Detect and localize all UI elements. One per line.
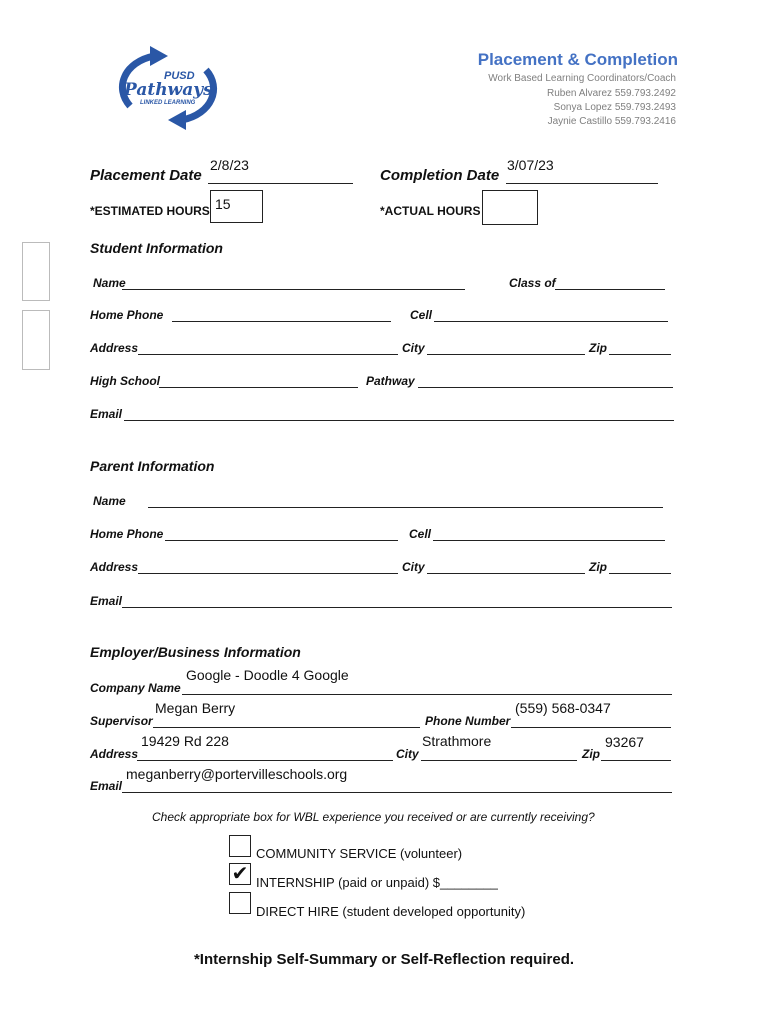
completion-date-line — [506, 183, 658, 184]
logo-linked-learning: LINKED LEARNING — [140, 100, 196, 106]
internship-checkbox[interactable]: ✔ — [229, 863, 251, 885]
student-cell-field[interactable] — [434, 321, 668, 322]
student-cell-label: Cell — [410, 308, 433, 322]
parent-info-heading: Parent Information — [90, 458, 215, 474]
employer-city-label: City — [396, 747, 419, 761]
parent-cell-label: Cell — [409, 527, 432, 541]
parent-email-field[interactable] — [122, 607, 672, 608]
employer-city-value: Strathmore — [422, 733, 492, 749]
parent-address-label: Address — [90, 560, 139, 574]
student-home-phone-field[interactable] — [172, 321, 391, 322]
completion-date-label: Completion Date — [380, 167, 500, 184]
placement-date-value[interactable]: 2/8/23 — [210, 157, 249, 173]
direct-hire-checkbox[interactable] — [229, 892, 251, 914]
estimated-hours-box[interactable] — [210, 190, 263, 223]
student-high-school-label: High School — [90, 374, 160, 388]
student-zip-label: Zip — [589, 341, 607, 355]
parent-zip-field[interactable] — [609, 573, 671, 574]
estimated-hours-label: *ESTIMATED HOURS — [90, 204, 210, 218]
student-email-label: Email — [90, 407, 123, 421]
logo-pathways: Pathways — [124, 80, 213, 100]
placement-date-label: Placement Date — [90, 167, 202, 184]
community-service-label: COMMUNITY SERVICE (volunteer) — [256, 846, 463, 861]
parent-home-phone-field[interactable] — [165, 540, 398, 541]
employer-address-label: Address — [90, 747, 139, 761]
student-info-heading: Student Information — [90, 240, 223, 256]
parent-city-label: City — [402, 560, 425, 574]
community-service-checkbox[interactable] — [229, 835, 251, 857]
footer-note: *Internship Self-Summary or Self-Reflection required. — [193, 951, 575, 968]
student-email-field[interactable] — [124, 420, 674, 421]
student-zip-field[interactable] — [609, 354, 671, 355]
phone-number-value: (559) 568-0347 — [515, 700, 611, 716]
parent-home-phone-label: Home Phone — [90, 527, 164, 541]
employer-zip-field[interactable] — [601, 760, 671, 761]
student-home-phone-label: Home Phone — [90, 308, 164, 322]
company-name-value: Google - Doodle 4 Google — [186, 667, 349, 683]
placement-date-line — [208, 183, 353, 184]
student-name-field[interactable] — [122, 289, 465, 290]
student-pathway-field[interactable] — [418, 387, 673, 388]
parent-cell-field[interactable] — [433, 540, 665, 541]
margin-box — [22, 310, 50, 370]
employer-zip-label: Zip — [582, 747, 600, 761]
company-name-label: Company Name — [90, 681, 181, 695]
parent-email-label: Email — [90, 594, 123, 608]
logo-pusd: PUSD — [164, 70, 195, 82]
actual-hours-label: *ACTUAL HOURS — [380, 204, 481, 218]
employer-address-field[interactable] — [137, 760, 393, 761]
page-title: Placement & Completion — [477, 50, 678, 69]
student-city-label: City — [402, 341, 425, 355]
pathways-logo — [110, 44, 226, 132]
employer-email-value: meganberry@portervilleschools.org — [126, 766, 348, 782]
student-pathway-label: Pathway — [366, 374, 415, 388]
student-high-school-field[interactable] — [159, 387, 358, 388]
supervisor-label: Supervisor — [90, 714, 153, 728]
supervisor-value: Megan Berry — [155, 700, 236, 716]
student-name-label: Name — [93, 276, 126, 290]
actual-hours-box[interactable] — [482, 190, 538, 225]
student-city-field[interactable] — [427, 354, 585, 355]
employer-address-value: 19429 Rd 228 — [141, 733, 229, 749]
completion-date-value[interactable]: 3/07/23 — [507, 157, 554, 173]
student-class-of-label: Class of — [509, 276, 556, 290]
parent-name-field[interactable] — [148, 507, 663, 508]
employer-email-label: Email — [90, 779, 123, 793]
employer-city-field[interactable] — [421, 760, 577, 761]
parent-city-field[interactable] — [427, 573, 585, 574]
wbl-question: Check appropriate box for WBL experience you received or are currently receiving? — [152, 810, 595, 824]
employer-info-heading: Employer/Business Information — [90, 644, 301, 660]
direct-hire-label: DIRECT HIRE (student developed opportunity) — [256, 904, 526, 919]
header-subtitle: Work Based Learning Coordinators/Coach — [488, 73, 676, 84]
employer-zip-value: 93267 — [605, 734, 644, 750]
margin-box — [22, 242, 50, 301]
company-name-field[interactable] — [182, 694, 672, 695]
parent-name-label: Name — [93, 494, 126, 508]
parent-address-field[interactable] — [138, 573, 398, 574]
estimated-hours-value: 15 — [215, 196, 231, 212]
contact-line: Ruben Alvarez 559.793.2492 — [547, 88, 676, 99]
parent-zip-label: Zip — [589, 560, 607, 574]
supervisor-field[interactable] — [153, 727, 420, 728]
student-address-field[interactable] — [138, 354, 398, 355]
internship-label: INTERNSHIP (paid or unpaid) $________ — [256, 875, 498, 890]
employer-email-field[interactable] — [122, 792, 672, 793]
student-address-label: Address — [90, 341, 139, 355]
contact-line: Jaynie Castillo 559.793.2416 — [547, 116, 676, 127]
phone-number-field[interactable] — [511, 727, 671, 728]
student-class-of-field[interactable] — [555, 289, 665, 290]
phone-number-label: Phone Number — [425, 714, 511, 728]
contact-line: Sonya Lopez 559.793.2493 — [553, 102, 676, 113]
